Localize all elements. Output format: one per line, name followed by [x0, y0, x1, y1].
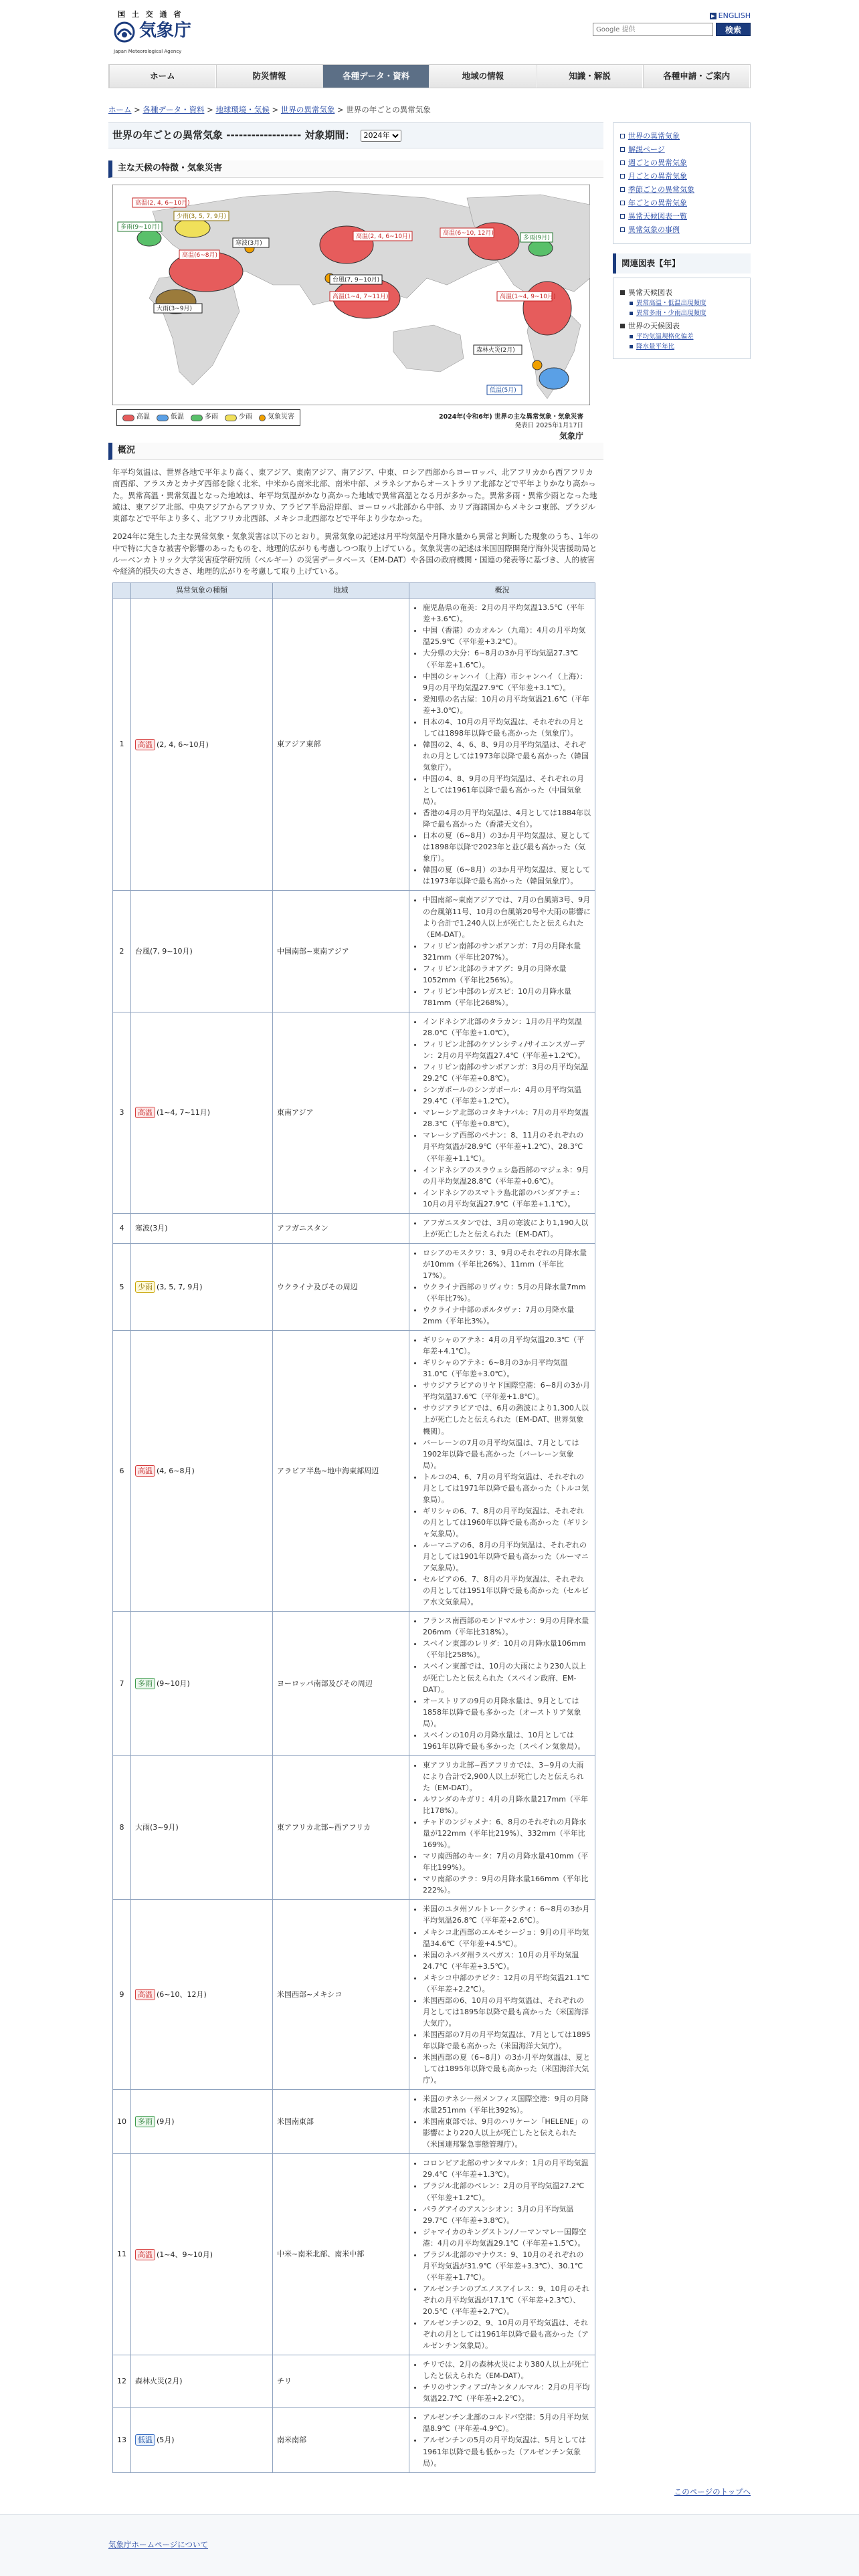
map-label-7: 高温(2, 4, 6~10月) — [356, 233, 411, 241]
breadcrumb-world-extreme[interactable]: 世界の異常気象 — [280, 105, 335, 114]
breadcrumb: ホーム > 各種データ・資料 > 地球環境・気候 > 世界の異常気象 > 世界の年ごとの異常気象 — [108, 105, 431, 114]
content — [108, 122, 751, 2498]
table-row — [113, 1612, 595, 1756]
summary-item: • チリでは、2月の森林火災により380人以上が死亡したと伝えられた（EM-DAT）。 — [423, 2359, 591, 2381]
phenomenon-months: (9月) — [157, 2117, 175, 2127]
legend-swatch-low — [157, 415, 169, 421]
summary-item: • ギリシャの6、7、8月の月平均気温は、それぞれの月としては1960年以降で最も高かった（ギリシャ気象局）。 — [423, 1505, 591, 1539]
summary-cell — [409, 2154, 595, 2355]
page-title — [108, 122, 603, 149]
summary-item: • 中国の4、8、9月の月平均気温は、それぞれの月としては1961年以降で最も高かった（中国気象局）。 — [423, 773, 591, 807]
side-link[interactable]: 世界の異常気象 — [620, 130, 743, 143]
phenomenon-months: (9~10月) — [157, 1679, 190, 1689]
region-cell: チリ — [273, 2355, 409, 2408]
square-bullet-icon — [620, 201, 625, 205]
map-label-9: 高温(1~4, 7~11月) — [332, 294, 389, 301]
row-number: 8 — [113, 1755, 131, 1900]
table-row — [113, 1213, 595, 1243]
nav-home[interactable]: ホーム — [109, 65, 216, 88]
phenomenon-cell — [131, 1755, 273, 1900]
breadcrumb-climate[interactable]: 地球環境・気候 — [215, 105, 270, 114]
summary-item: • アルゼンチンの5月の月平均気温は、5月としては1961年以降で最も低かった（アルゼンチン気象局）。 — [423, 2434, 591, 2468]
nav-data[interactable]: 各種データ・資料 — [322, 65, 430, 88]
summary-item: • サウジアラビアのリヤド国際空港：6~8月の3か月平均気温37.6℃（平年差+1.8℃）。 — [423, 1380, 591, 1402]
map-label-1: 高温(2, 4, 6~10月) — [135, 200, 190, 207]
region-cell: アフガニスタン — [273, 1213, 409, 1243]
footer-about-link[interactable]: 気象庁ホームページについて — [108, 2540, 209, 2550]
related-heading: 関連図表【年】 — [613, 253, 751, 274]
section-heading-overview: 概況 — [108, 443, 603, 460]
phenomenon-cell — [131, 1012, 273, 1213]
summary-item: • バーレーンの7月の月平均気温は、7月としては1902年以降で最も高かった（バーレーン気象局）。 — [423, 1437, 591, 1471]
square-bullet-icon — [620, 134, 625, 138]
overview-paragraph-2: 2024年に発生した主な異常気象・気象災害は以下のとおり。異常気象の記述は月平均気温や月降水量から異常と判断した現象のうち、1年の中で特に大きな被害や影響のあったものを、地理的広がりも考慮しつつ取り上げている。気象災害の記述は米国国際開発庁海外災害援助局とルーベンカトリック大学災害疫学研究所（ベルギー）の災害データベース（EM-DAT）や各国の政府機関・国連の発表等に基づき、人的被害や経済的損失の大きさ、地理的広がりを考慮して取り上げている。 — [112, 532, 599, 576]
table-row — [113, 1243, 595, 1330]
square-bullet-icon — [630, 335, 633, 338]
row-number: 6 — [113, 1331, 131, 1612]
side-links-box — [613, 122, 751, 244]
related-group-2-list — [620, 332, 743, 352]
phenomenon-months: (4, 6~8月) — [157, 1467, 195, 1476]
summary-item: • トルコの4、6、7月の月平均気温は、それぞれの月としては1971年以降で最も高かった（トルコ気象局）。 — [423, 1471, 591, 1505]
area-wet-us-southeast — [529, 240, 553, 256]
summary-item: • ロシアのモスクワ：3、9月のそれぞれの月降水量が10mm（平年比26%）、11mm（平年比17%）。 — [423, 1247, 591, 1281]
related-box — [613, 278, 751, 359]
summary-item: • マリ南部のテラ：9月の月降水量166mm（平年比222%）。 — [423, 1873, 591, 1896]
summary-item: • 米国南東部では、9月のハリケーン「HELENE」の影響により220人以上が死亡したと伝えられた（米国連邦緊急事態管理庁）。 — [423, 2116, 591, 2150]
page-title-text: 世界の年ごとの異常気象 ------------------ 対象期間： — [112, 128, 355, 141]
square-bullet-icon — [630, 345, 633, 348]
summary-item: • 中国のシャンハイ（上海）市シャンハイ（上海）：9月の月平均気温27.9℃（平年差+3.1℃）。 — [423, 671, 591, 693]
row-number: 13 — [113, 2408, 131, 2472]
legend-label: 少雨 — [239, 413, 252, 421]
breadcrumb-current: 世界の年ごとの異常気象 — [346, 105, 431, 114]
summary-item: • 米国西部の夏（6~8月）の3か月平均気温は、夏としては1895年以降で最も高かった（米国海洋大気庁）。 — [423, 2052, 591, 2086]
summary-item: • ウクライナ中部のポルタヴァ：7月の月降水量2mm（平年比3%）。 — [423, 1304, 591, 1327]
summary-cell — [409, 599, 595, 891]
legend-label: 多雨 — [205, 413, 218, 421]
area-wet-europe — [137, 230, 161, 246]
row-number: 10 — [113, 2090, 131, 2154]
phenomenon-badge: 低温 — [135, 2434, 155, 2446]
side-link[interactable]: 月ごとの異常気象 — [620, 170, 743, 183]
summary-item: • オーストリアの9月の月降水量は、9月としては1858年以降で最も多かった（オーストリア気象局）。 — [423, 1695, 591, 1729]
table-row — [113, 2355, 595, 2408]
phenomenon-months: (6~10、12月) — [157, 1990, 207, 2000]
page-top-link[interactable]: このページのトップへ — [674, 2486, 751, 2496]
col-header-summary: 概況 — [409, 583, 595, 599]
global-nav — [108, 64, 751, 88]
region-cell: アラビア半島~地中海東部周辺 — [273, 1331, 409, 1612]
row-number: 1 — [113, 599, 131, 891]
summary-cell — [409, 2090, 595, 2154]
summary-cell — [409, 1331, 595, 1612]
summary-item: • パラグアイのアスンシオン：3月の月平均気温29.7℃（平年差+3.8℃）。 — [423, 2204, 591, 2226]
table-row — [113, 1331, 595, 1612]
summary-item: • インドネシアのスマトラ島北部のバンダアチェ：10月の月平均気温27.9℃（平年差+1.1℃）。 — [423, 1187, 591, 1210]
summary-cell — [409, 1243, 595, 1330]
related-link[interactable]: 異常高温・低温出現頻度 — [630, 298, 743, 308]
phenomenon-badge: 多雨 — [135, 1678, 155, 1689]
nav-applications[interactable]: 各種申請・ご案内 — [643, 65, 750, 88]
side-link[interactable]: 季節ごとの異常気象 — [620, 183, 743, 197]
phenomenon-cell — [131, 2154, 273, 2355]
summary-item: • ウクライナ西部のリヴィウ：5月の月降水量7mm（平年比7%）。 — [423, 1281, 591, 1304]
search-button[interactable]: 検索 — [716, 23, 751, 36]
summary-item: • 中国南部~東南アジアでは、7月の台風第3号、9月の台風第11号、10月の台風第20号や大雨の影響により合計で1,240人以上が死亡したと伝えられた（EM-DAT）。 — [423, 894, 591, 940]
map-legend — [116, 409, 300, 426]
map-label-12: 高温(1~4, 9~10月) — [500, 294, 556, 301]
side-link[interactable]: 年ごとの異常気象 — [620, 197, 743, 210]
summary-item: • メキシコ中部のテピク：12月の月平均気温21.1℃（平年差+2.2℃）。 — [423, 1972, 591, 1995]
summary-item: • 中国（香港）のカオルン（九竜）：4月の月平均気温25.9℃（平年差+3.2℃）。 — [423, 625, 591, 647]
summary-item: • フィリピン北部のラオアグ：9月の月降水量1052mm（平年比256%）。 — [423, 963, 591, 986]
footer — [0, 2514, 859, 2576]
summary-item: • アルゼンチンのブエノスアイレス：9、10月のそれぞれの月平均気温が17.1℃（平年差+2.3℃）、20.5℃（平年差+2.7℃）。 — [423, 2283, 591, 2317]
map-label-11: 多雨(9月) — [523, 235, 550, 242]
col-header-num — [113, 583, 131, 599]
table-row — [113, 2090, 595, 2154]
map-caption-title: 2024年(令和6年) 世界の主な異常気象・気象災害 — [438, 413, 583, 421]
phenomenon-months: 大雨(3~9月) — [135, 1823, 179, 1832]
square-bullet-icon — [620, 160, 625, 165]
table-row — [113, 891, 595, 1012]
summary-cell — [409, 1900, 595, 2090]
phenomenon-cell — [131, 2355, 273, 2408]
region-cell: 東アフリカ北部~西アフリカ — [273, 1755, 409, 1900]
nav-disaster-info[interactable]: 防災情報 — [216, 65, 323, 88]
overview-paragraph-1: 年平均気温は、世界各地で平年より高く、東アジア、東南アジア、南アジア、中東、ロシア西部からヨーロッパ、北アフリカから西アフリカ南西部、アラスカとカナダ西部を除く北米、中米から南米北部、南米中部、メラネシアからオーストラリア北部などで平年よりかなり高かった。異常高温・異常気温となった地域は、年平均気温がかなり高かった地域で異常高温となる月が多かった。異常多雨・異常少雨となった地域は、東アジア北部、中央アジアからアフリカ、アラビア半島沿岸部、ヨーロッパ北部から中部、カリブ海諸国からメキシコ東部、ブラジル東部などで平年より多く、北アフリカ北西部、メキシコ北西部などで平年より少なかった。 — [112, 467, 597, 524]
site-header — [108, 0, 751, 64]
map-label-8: 台風(7, 9~10月) — [332, 277, 380, 284]
col-header-type: 異常気象の種類 — [131, 583, 273, 599]
region-cell: ウクライナ及びその周辺 — [273, 1243, 409, 1330]
table-row — [113, 599, 595, 891]
square-bullet-icon — [630, 302, 633, 305]
summary-item: • マリ南西部のキータ：7月の月降水量410mm（平年比199%）。 — [423, 1850, 591, 1873]
summary-item: • アルゼンチンの2、9、10月の月平均気温は、それぞれの月としては1961年以降で最も高かった（アルゼンチン気象局）。 — [423, 2317, 591, 2351]
table-row — [113, 1900, 595, 2090]
map-label-10: 高温(6~10, 12月) — [443, 230, 494, 237]
map-label-14: 低温(5月) — [490, 387, 516, 395]
summary-item: • 韓国の夏（6~8月）の3か月平均気温は、夏としては1973年以降で最も高かった（韓国気象庁）。 — [423, 864, 591, 887]
summary-cell — [409, 2408, 595, 2472]
phenomenon-months: (2, 4, 6~10月) — [157, 740, 209, 749]
summary-item: • メキシコ北西部のエルモシージョ：9月の月平均気温34.6℃（平年差+4.5℃）。 — [423, 1927, 591, 1949]
phenomenon-badge: 高温 — [135, 1989, 155, 2000]
side-link[interactable]: 異常天候図表一覧 — [620, 210, 743, 223]
summary-item: • コロンビア北部のサンタマルタ：1月の月平均気温29.4℃（平年差+1.3℃）。 — [423, 2157, 591, 2180]
main-column — [108, 122, 603, 2473]
region-cell: 南米南部 — [273, 2408, 409, 2472]
region-cell: 中米~南米北部、南米中部 — [273, 2154, 409, 2355]
summary-item: • 大分県の大分：6~8月の3か月平均気温27.3℃（平年差+1.6℃）。 — [423, 647, 591, 670]
summary-cell — [409, 2355, 595, 2408]
side-link[interactable]: 解説ページ — [620, 143, 743, 156]
summary-item: • 米国のネバダ州ラスベガス：10月の月平均気温24.7℃（平年差+3.5℃）。 — [423, 1949, 591, 1972]
period-select[interactable] — [361, 130, 401, 142]
phenomenon-cell — [131, 1900, 273, 2090]
phenomenon-cell — [131, 599, 273, 891]
map-caption-date: 発表日 2025年1月17日 — [514, 422, 583, 430]
related-group-2: 世界の天候図表 — [620, 321, 743, 332]
related-group-1-list — [620, 298, 743, 318]
summary-item: • 米国西部の6、10月の月平均気温は、それぞれの月としては1895年以降で最も高かった（米国海洋大気庁）。 — [423, 1995, 591, 2029]
phenomenon-cell — [131, 2090, 273, 2154]
jma-emblem-icon — [114, 21, 135, 43]
legend-swatch-disaster — [259, 415, 266, 421]
row-number: 5 — [113, 1243, 131, 1330]
summary-item: • 日本の夏（6~8月）の3か月平均気温は、夏としては1898年以降で2023年と並び最も高かった（気象庁）。 — [423, 830, 591, 864]
side-link[interactable]: 週ごとの異常気象 — [620, 156, 743, 170]
page-top-link-wrap — [108, 2473, 751, 2498]
summary-item: • ブラジル北部のベレン：2月の月平均気温27.2℃（平年差+1.2℃）。 — [423, 2180, 591, 2203]
square-bullet-icon — [620, 227, 625, 232]
jma-logo[interactable] — [112, 9, 213, 56]
table-row — [113, 2408, 595, 2472]
summary-cell — [409, 1612, 595, 1756]
region-cell: 東アジア東部 — [273, 599, 409, 891]
breadcrumb-home[interactable]: ホーム — [108, 105, 132, 114]
region-cell: 中国南部~東南アジア — [273, 891, 409, 1012]
phenomenon-months: (5月) — [157, 2436, 175, 2445]
area-low-south-america — [539, 368, 569, 389]
summary-item: • アルゼンチン北部のコルドバ空港：5月の月平均気温8.9℃（平年差-4.9℃）。 — [423, 2411, 591, 2434]
legend-swatch-dry — [225, 415, 237, 421]
summary-item: • チャドのンジャメナ：6、8月のそれぞれの月降水量が122mm（平年比219%）、332mm（平年比169%）。 — [423, 1816, 591, 1850]
summary-item: • ルーマニアの6、8月の月平均気温は、それぞれの月としては1901年以降で最も高かった（ルーマニア気象局）。 — [423, 1539, 591, 1574]
summary-item: • シンガポールのシンガポール：4月の月平均気温29.4℃（平年差+1.2℃）。 — [423, 1084, 591, 1107]
phenomenon-badge: 多雨 — [135, 2116, 155, 2127]
events-body — [113, 599, 595, 2472]
row-number: 2 — [113, 891, 131, 1012]
summary-item: • サウジアラビアでは、6月の熱波により1,300人以上が死亡したと伝えられた（EM-DAT、世界気象機関）。 — [423, 1402, 591, 1436]
summary-item: • 日本の4、10月の月平均気温は、それぞれの月としては1898年以降で最も高かった（気象庁）。 — [423, 716, 591, 739]
phenomenon-badge: 高温 — [135, 739, 155, 750]
table-row — [113, 1012, 595, 1213]
square-bullet-icon — [620, 174, 625, 179]
map-label-13: 森林火災(2月) — [476, 347, 515, 354]
summary-item: • フィリピン中部のレガスピ：10月の月降水量781mm（平年比268%）。 — [423, 986, 591, 1008]
side-links — [620, 130, 743, 237]
breadcrumb-data[interactable]: 各種データ・資料 — [142, 105, 205, 114]
phenomenon-months: (1~4, 7~11月) — [157, 1108, 211, 1117]
summary-cell — [409, 1755, 595, 1900]
summary-item: • フィリピン北部のケソンシティ/サイエンスガーデン：2月の月平均気温27.4℃（平年差+1.2℃）。 — [423, 1039, 591, 1061]
ministry-name: 国 土 交 通 省 — [118, 10, 183, 19]
phenomenon-badge: 高温 — [135, 1107, 155, 1118]
summary-item: • インドネシア北部のタラカン：1月の月平均気温28.0℃（平年差+1.0℃）。 — [423, 1016, 591, 1039]
agency-name: 気象庁 — [139, 21, 192, 41]
phenomenon-badge: 高温 — [135, 2249, 155, 2260]
related-link[interactable]: 平均気温規格化偏差 — [630, 332, 743, 342]
summary-item: • 韓国の2、4、6、8、9月の月平均気温は、それぞれの月としては1973年以降で最も高かった（韓国気象庁）。 — [423, 739, 591, 773]
legend-swatch-high — [122, 415, 134, 421]
phenomenon-months: 森林火災(2月) — [135, 2377, 183, 2386]
side-column — [613, 122, 751, 368]
map-caption-agency: 気象庁 — [559, 431, 583, 441]
summary-item: • 米国西部の7月の月平均気温は、7月としては1895年以降で最も高かった（米国海洋大気庁）。 — [423, 2029, 591, 2052]
summary-item: • 鹿児島県の奄美：2月の月平均気温13.5℃（平年差+3.6℃）。 — [423, 602, 591, 625]
region-cell: 東南アジア — [273, 1012, 409, 1213]
region-cell: ヨーロッパ南部及びその周辺 — [273, 1612, 409, 1756]
region-cell: 米国南東部 — [273, 2090, 409, 2154]
related-link[interactable]: 異常多雨・少雨出現頻度 — [630, 308, 743, 318]
legend-swatch-wet — [191, 415, 203, 421]
events-table — [112, 582, 595, 2472]
square-bullet-icon — [620, 187, 625, 192]
map-label-4: 寒波(3月) — [235, 240, 262, 247]
phenomenon-months: 寒波(3月) — [135, 1223, 168, 1232]
map-label-3: 多雨(9~10月) — [120, 224, 160, 231]
legend-label: 低温 — [171, 413, 184, 421]
area-high-south-america — [523, 282, 571, 335]
summary-item: • アフガニスタンでは、3月の寒波により1,190人以上が死亡したと伝えられた（EM-DAT）。 — [423, 1217, 591, 1240]
phenomenon-cell — [131, 891, 273, 1012]
summary-item: • ルワンダのキガリ：4月の月降水量217mm（平年比178%）。 — [423, 1794, 591, 1816]
summary-item: • フィリピン南部のサンボアンガ：7月の月降水量321mm（平年比207%）。 — [423, 940, 591, 963]
map-caption — [439, 413, 583, 441]
summary-item: • 米国のテネシー州メンフィス国際空港：9月の月降水量251mm（平年比392%）。 — [423, 2093, 591, 2116]
table-row — [113, 2154, 595, 2355]
summary-item: • フィリピン南部のサンボアンガ：3月の月平均気温29.2℃（平年差+0.8℃）。 — [423, 1061, 591, 1084]
map-label-5: 高温(6~8月) — [182, 252, 218, 259]
summary-item: • スペイン東部のレリダ：10月の月降水量106mm（平年比258%）。 — [423, 1638, 591, 1660]
legend-label: 気象災害 — [268, 413, 294, 421]
summary-item: • チリのサンティアゴ/キンタノルマル：2月の月平均気温22.7℃（平年差+2.2℃）。 — [423, 2381, 591, 2404]
related-group-1: 異常天候図表 — [620, 288, 743, 298]
summary-item: • 香港の4月の月平均気温は、4月としては1884年以降で最も高かった（香港天文台）。 — [423, 807, 591, 830]
area-dry-ukraine — [175, 219, 210, 237]
table-header-row — [113, 583, 595, 599]
summary-item: • ギリシャのアテネ：6~8月の3か月平均気温31.0℃（平年差+3.0℃）。 — [423, 1357, 591, 1380]
square-bullet-icon — [620, 214, 625, 219]
summary-item: • 東アフリカ北部~西アフリカでは、3~9月の大雨により合計で2,900人以上が死亡したと伝えられた（EM-DAT）。 — [423, 1759, 591, 1794]
side-link[interactable]: 異常気象の事例 — [620, 223, 743, 237]
region-cell: 米国西部~メキシコ — [273, 1900, 409, 2090]
phenomenon-cell — [131, 1612, 273, 1756]
table-row — [113, 1755, 595, 1900]
row-number: 7 — [113, 1612, 131, 1756]
summary-item: • ギリシャのアテネ：4月の月平均気温20.3℃（平年差+4.1℃）。 — [423, 1334, 591, 1357]
summary-item: • インドネシアのスラウェシ島西部のマジェネ：9月の月平均気温28.8℃（平年差+0.6℃）。 — [423, 1164, 591, 1187]
summary-item: • スペイン東部では、10月の大雨により230人以上が死亡したと伝えられた（スペイン政府、EM-DAT）。 — [423, 1660, 591, 1695]
square-bullet-icon — [620, 147, 625, 152]
phenomenon-cell — [131, 1243, 273, 1330]
row-number: 4 — [113, 1213, 131, 1243]
summary-item: • マレーシア西部のペナン：8、11月のそれぞれの月平均気温が28.9℃（平年差+1.2℃）、28.3℃（平年差+1.1℃）。 — [423, 1130, 591, 1164]
phenomenon-badge: 高温 — [135, 1465, 155, 1477]
phenomenon-months: (1~4、9~10月) — [157, 2250, 213, 2259]
summary-item: • スペインの10月の月降水量は、10月としては1961年以降で最も多かった（スペイン気象局）。 — [423, 1729, 591, 1752]
nav-knowledge[interactable]: 知識・解説 — [537, 65, 644, 88]
summary-item: • ジャマイカのキングストン/ノーマンマレー国際空港：4月の月平均気温29.1℃（平年差+1.5℃）。 — [423, 2226, 591, 2249]
map-label-6: 大雨(3~9月) — [157, 306, 193, 313]
map-label-2: 少雨(3, 5, 7, 9月) — [177, 213, 227, 221]
arrow-right-icon: ▶ — [710, 13, 717, 19]
english-link[interactable]: ▶ ENGLISH — [710, 11, 751, 21]
phenomenon-cell — [131, 1213, 273, 1243]
search-input[interactable] — [593, 23, 713, 36]
phenomenon-cell — [131, 2408, 273, 2472]
row-number: 11 — [113, 2154, 131, 2355]
summary-item: • フランス南西部のモンドマルサン：9月の月降水量206mm（平年比318%）。 — [423, 1615, 591, 1638]
summary-item: • セルビアの6、7、8月の月平均気温は、それぞれの月としては1951年以降で最も高かった（セルビア水文気象局）。 — [423, 1574, 591, 1608]
world-map-figure — [112, 185, 590, 441]
agency-english-name: Japan Meteorological Agency — [114, 49, 182, 54]
phenomenon-months: 台風(7, 9~10月) — [135, 946, 193, 956]
row-number: 9 — [113, 1900, 131, 2090]
summary-cell — [409, 891, 595, 1012]
summary-item: • 愛知県の名古屋：10月の月平均気温21.6℃（平年差+3.0℃）。 — [423, 693, 591, 716]
site-search — [593, 23, 751, 36]
summary-cell — [409, 1012, 595, 1213]
summary-item: • マレーシア北部のコタキナバル：7月の月平均気温28.3℃（平年差+0.8℃）。 — [423, 1107, 591, 1130]
row-number: 12 — [113, 2355, 131, 2408]
square-bullet-icon — [630, 312, 633, 315]
phenomenon-cell — [131, 1331, 273, 1612]
summary-item: • ブラジル北部のマナウス：9、10月のそれぞれの月平均気温が31.9℃（平年差+3.3℃）、30.1℃（平年差+1.7℃）。 — [423, 2249, 591, 2283]
nav-regional-info[interactable]: 地域の情報 — [430, 65, 537, 88]
world-map — [112, 185, 590, 405]
row-number: 3 — [113, 1012, 131, 1213]
phenomenon-months: (3, 5, 7, 9月) — [157, 1282, 203, 1291]
col-header-region: 地域 — [273, 583, 409, 599]
area-fire-chile — [533, 360, 542, 370]
phenomenon-badge: 少雨 — [135, 1281, 155, 1293]
related-link[interactable]: 降水量平年比 — [630, 342, 743, 352]
summary-cell — [409, 1213, 595, 1243]
legend-label: 高温 — [136, 413, 150, 421]
section-heading-map: 主な天候の特徴・気象災害 — [108, 160, 603, 178]
summary-item: • 米国のユタ州ソルトレークシティ：6~8月の3か月平均気温26.8℃（平年差+2.6℃）。 — [423, 1903, 591, 1926]
